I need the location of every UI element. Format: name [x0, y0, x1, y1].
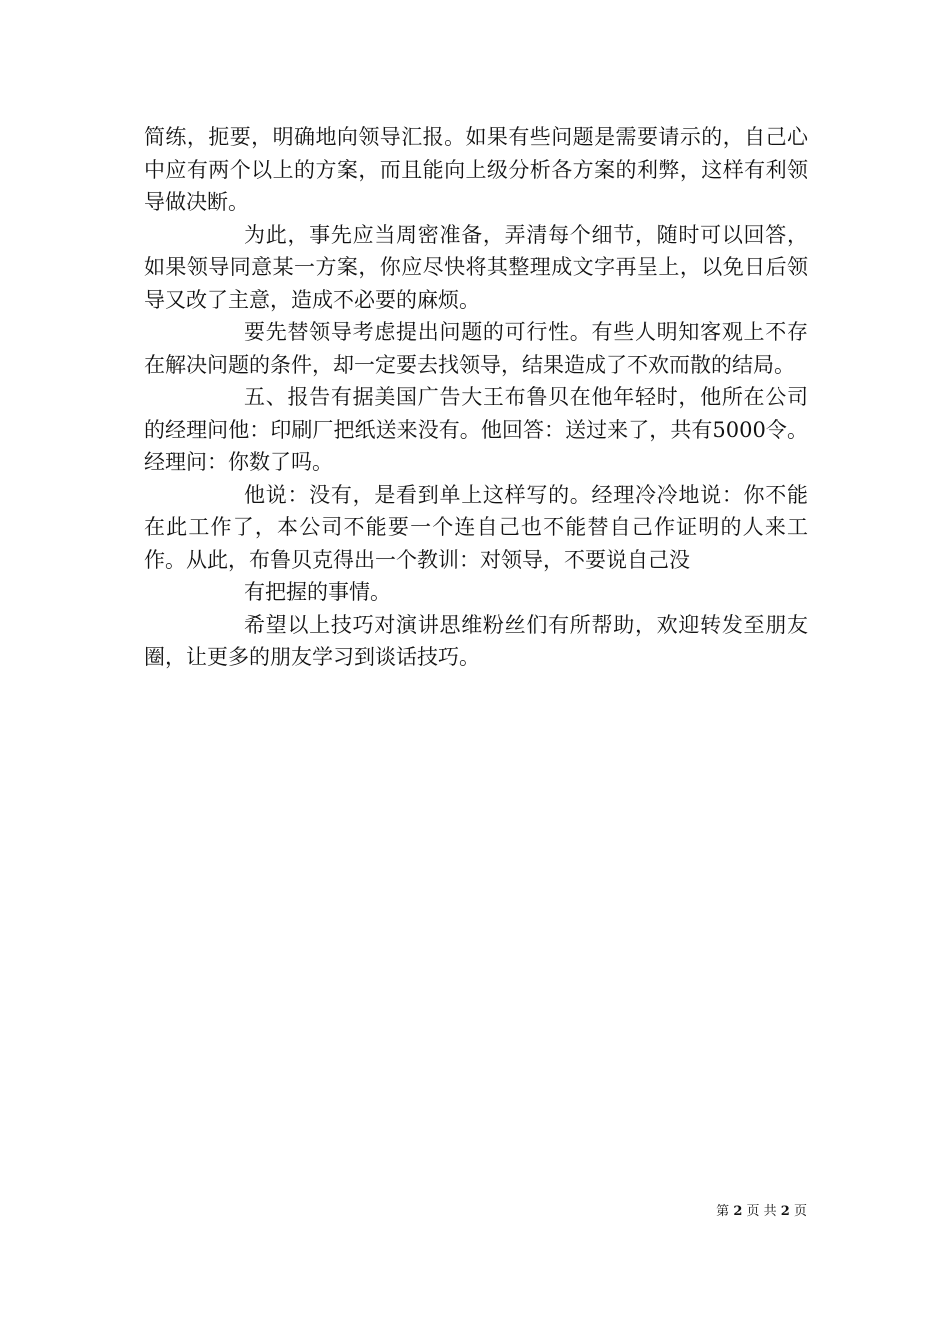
- paragraph: 要先替领导考虑提出问题的可行性。有些人明知客观上不存在解决问题的条件，却一定要去找领导，结果造成了不欢而散的结局。: [144, 320, 808, 377]
- footer-total-pages: 2: [780, 1204, 790, 1219]
- footer-suffix: 页: [793, 1204, 807, 1219]
- paragraph: 希望以上技巧对演讲思维粉丝们有所帮助，欢迎转发至朋友圈，让更多的朋友学习到谈话技巧。: [144, 612, 808, 669]
- footer-current-page: 2: [733, 1204, 743, 1219]
- paragraph: 简练，扼要，明确地向领导汇报。如果有些问题是需要请示的，自己心中应有两个以上的方案，而且能向上级分析各方案的利弊，这样有利领导做决断。: [144, 125, 808, 214]
- footer-middle: 页 共: [746, 1204, 777, 1219]
- paragraph: 为此，事先应当周密准备，弄清每个细节，随时可以回答，如果领导同意某一方案，你应尽快将其整理成文字再呈上，以免日后领导又改了主意，造成不必要的麻烦。: [144, 222, 808, 312]
- paragraph: 有把握的事情。: [244, 580, 391, 604]
- page-footer: [640, 1203, 807, 1221]
- document-body: [144, 121, 808, 674]
- paragraph: 五、报告有据美国广告大王布鲁贝在他年轻时，他所在公司的经理问他：印刷厂把纸送来没有。他回答：送过来了，共有5000令。经理问：你数了吗。: [144, 385, 808, 474]
- footer-prefix: 第: [716, 1204, 730, 1219]
- paragraph: 他说：没有，是看到单上这样写的。经理冷冷地说：你不能在此工作了，本公司不能要一个连自己也不能替自己作证明的人来工作。从此，布鲁贝克得出一个教训：对领导，不要说自己没: [144, 482, 808, 572]
